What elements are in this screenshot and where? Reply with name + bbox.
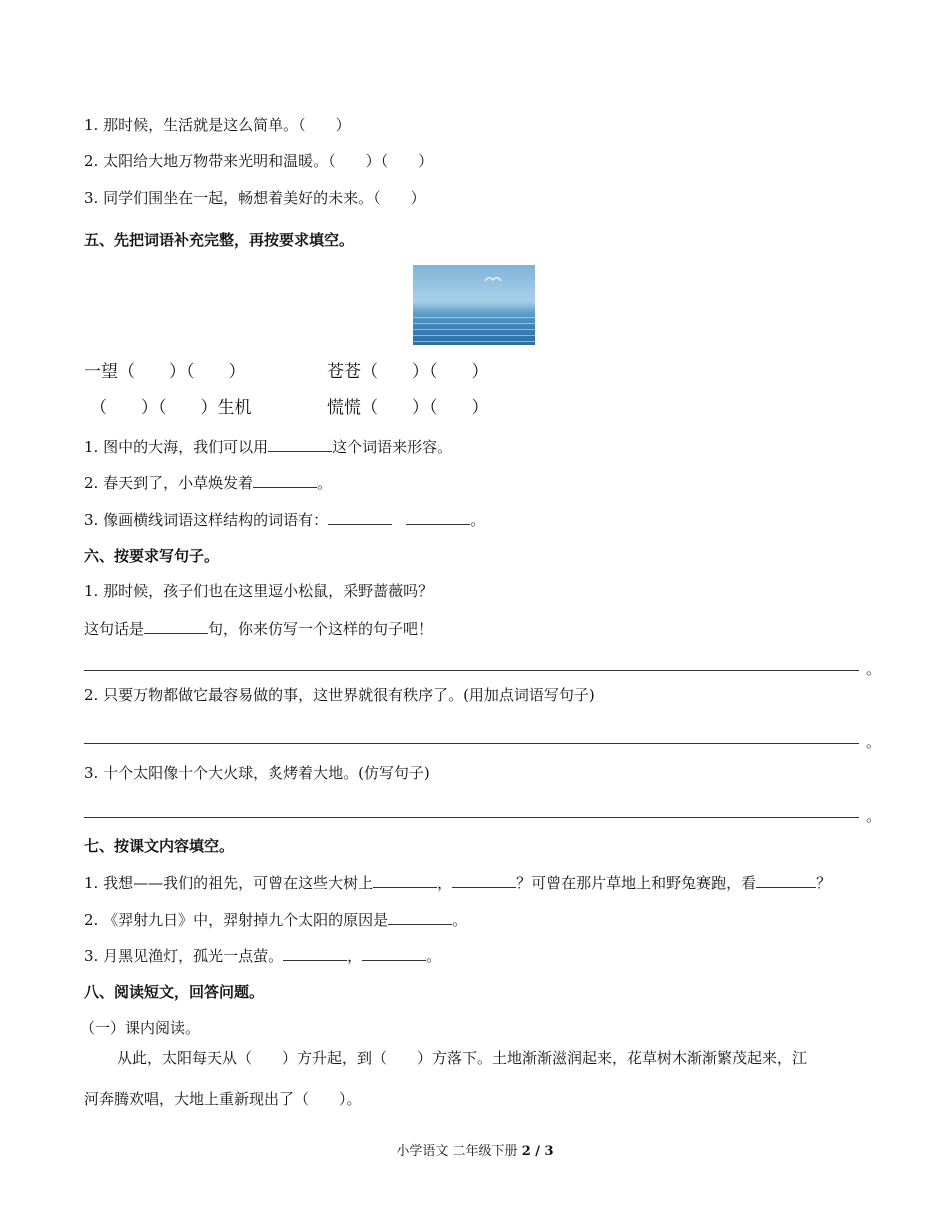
q7-item-3-sep: ， — [347, 947, 363, 965]
q7-item-3-text: 3. 月黑见渔灯，孤光一点萤。 — [84, 947, 284, 965]
q8-subheading: （一）课内阅读。 — [80, 1019, 201, 1037]
q7-item-2-text: 2. 《羿射九日》中，羿射掉九个太阳的原因是 — [84, 911, 389, 929]
answer-blank[interactable] — [373, 872, 437, 888]
q6-item-1: 1. 那时候，孩子们也在这里逗小松鼠，采野蔷薇吗？ — [84, 582, 434, 600]
answer-blank[interactable] — [144, 618, 208, 634]
q5-item-2-tail: 。 — [317, 474, 333, 492]
answer-blank[interactable] — [283, 945, 347, 961]
q8-heading: 八、阅读短文，回答问题。 — [84, 983, 265, 1001]
q6-item-1-prompt-tail: 句，你来仿写一个这样的句子吧！ — [208, 620, 434, 638]
q8-paragraph-line-1: 从此，太阳每天从（ ）方升起，到（ ）方落下。土地渐渐滋润起来，花草树木渐渐繁茂起来，江 — [117, 1049, 808, 1067]
answer-blank[interactable] — [328, 509, 392, 525]
footer-text: 小学语文 二年级下册 — [396, 1144, 522, 1159]
q7-item-2 — [84, 909, 467, 930]
end-mark: 。 — [866, 660, 882, 678]
q6-heading: 六、按要求写句子。 — [84, 547, 220, 565]
answer-blank[interactable] — [362, 945, 426, 961]
page-footer — [0, 1140, 950, 1159]
page-number: 2 / 3 — [521, 1144, 554, 1159]
q5-heading: 五、先把词语补充完整，再按要求填空。 — [84, 231, 355, 249]
answer-line[interactable] — [84, 817, 859, 818]
answer-line[interactable] — [84, 743, 859, 744]
answer-blank[interactable] — [406, 509, 470, 525]
q5-item-1 — [84, 436, 452, 457]
q5-item-1-tail: 这个词语来形容。 — [332, 438, 453, 456]
q4-item-1: 1. 那时候，生活就是这么简单。（ ） — [84, 116, 351, 134]
q5-item-1-text: 1. 图中的大海，我们可以用 — [84, 438, 269, 456]
q5-words-row1-b: 苍苍（ ）（ ） — [327, 362, 489, 382]
q7-item-1-end: ？ — [816, 874, 832, 892]
q6-item-3: 3. 十个太阳像十个大火球，炙烤着大地。(仿写句子) — [84, 764, 430, 782]
q7-item-1-text: 1. 我想——我们的祖先，可曾在这些大树上 — [84, 874, 374, 892]
q5-item-3-text: 3. 像画横线词语这样结构的词语有： — [84, 511, 329, 529]
q7-heading: 七、按课文内容填空。 — [84, 837, 235, 855]
q5-words-row1-a: 一望（ ）（ ） — [84, 362, 246, 382]
q7-item-2-tail: 。 — [452, 911, 468, 929]
q4-item-3: 3. 同学们围坐在一起，畅想着美好的未来。（ ） — [84, 189, 426, 207]
seagull-icon — [483, 273, 513, 285]
sea-image — [413, 265, 535, 345]
q5-item-3 — [84, 509, 485, 530]
q6-item-1-prompt — [84, 618, 433, 639]
q5-words-row2-b: 慌慌（ ）（ ） — [327, 398, 489, 418]
answer-blank[interactable] — [452, 872, 516, 888]
end-mark: 。 — [866, 807, 882, 825]
end-mark: 。 — [866, 733, 882, 751]
q7-item-1-sep: ， — [437, 874, 453, 892]
q7-item-1 — [84, 872, 831, 893]
q7-item-1-mid: ？可曾在那片草地上和野兔赛跑，看 — [516, 874, 757, 892]
q7-item-3 — [84, 945, 441, 966]
answer-line[interactable] — [84, 670, 859, 671]
answer-blank[interactable] — [268, 436, 332, 452]
q6-item-2: 2. 只要万物都做它最容易做的事，这世界就很有秩序了。(用加点词语写句子) — [84, 686, 595, 704]
q5-item-2-text: 2. 春天到了，小草焕发着 — [84, 474, 254, 492]
q7-item-3-tail: 。 — [426, 947, 442, 965]
q5-item-2 — [84, 472, 332, 493]
q8-paragraph-line-2: 河奔腾欢唱，大地上重新现出了（ ）。 — [84, 1090, 362, 1108]
q5-words-row2-a: （ ）（ ）生机 — [90, 398, 252, 418]
q4-item-2: 2. 太阳给大地万物带来光明和温暖。（ ）（ ） — [84, 152, 434, 170]
q6-item-1-prompt-text: 这句话是 — [84, 620, 145, 638]
answer-blank[interactable] — [388, 909, 452, 925]
q5-item-3-tail: 。 — [470, 511, 486, 529]
answer-blank[interactable] — [253, 472, 317, 488]
answer-blank[interactable] — [756, 872, 816, 888]
